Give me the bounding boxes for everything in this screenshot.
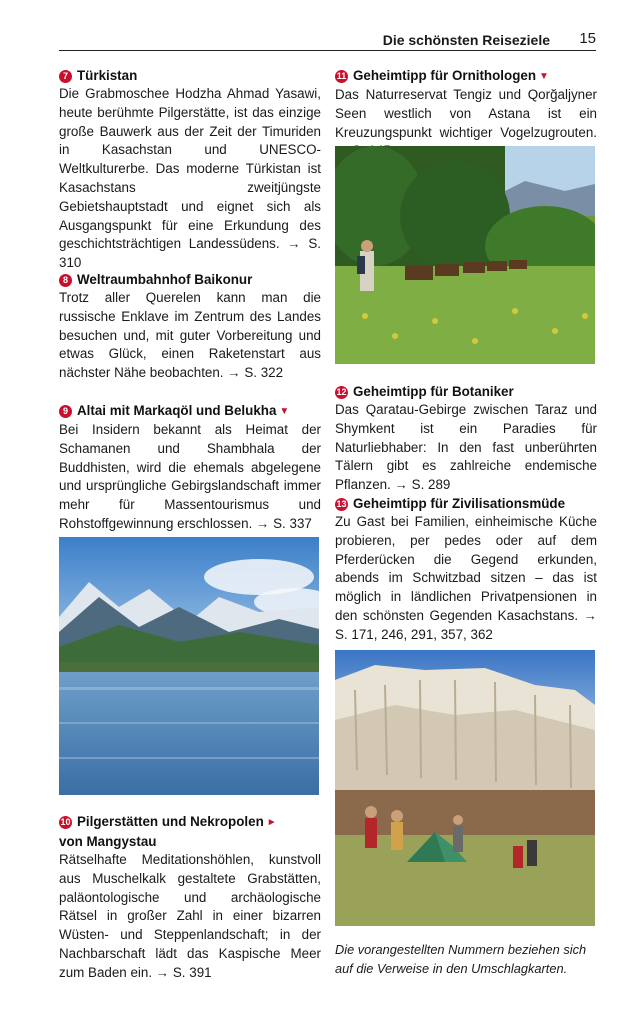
entry-10-title: Pilgerstätten und Nekropolen (77, 814, 264, 829)
entry-7 (59, 66, 321, 273)
entry-12-title: Geheimtipp für Botaniker (353, 384, 514, 399)
photo-cliffs-camp (335, 650, 595, 926)
entry-12-heading (335, 382, 597, 401)
entry-13-heading (335, 494, 597, 513)
entry-13-title: Geheimtipp für Zivilisationsmüde (353, 496, 566, 511)
running-header (59, 28, 596, 51)
page-number: 15 (579, 30, 596, 47)
photo-altai-lake (59, 537, 319, 795)
entry-9-body: Bei Insidern bekannt als Heimat der Schamanen und Shambhala der Buddhisten, wird die ehemals abgelegene und ursprüngliche Gebirgslandschaft immer mehr für Massentourismus und Rohstoffgewinnung erschlossen. → S. 337 (59, 422, 321, 531)
entry-11-heading (335, 66, 597, 86)
entry-7-title: Türkistan (77, 68, 138, 83)
entry-7-heading (59, 66, 321, 85)
number-badge: 7 (59, 70, 72, 83)
number-badge: 12 (336, 387, 347, 397)
section-title: Die schönsten Reiseziele (382, 32, 550, 48)
number-badge: 11 (336, 71, 347, 81)
entry-9-heading (59, 401, 321, 421)
entry-12 (335, 382, 597, 495)
entry-7-body: Die Grabmoschee Hodzha Ahmad Yasawi, heute berühmte Pilgerstätte, ist das einzige große Bauwerk aus der Zeit der Timuriden in Kasachstan und UNESCO-Weltkulturerbe. Das moderne Türkistan ist Kasachstans zweitjüngste Gebietshauptstadt und eignet sich als Ausgangspunkt für eine Erkundung des geschichtsträchtigen Landessüdens. → S. 310 (59, 86, 321, 271)
map-marker-icon: ▼ (279, 406, 290, 417)
number-badge: 8 (59, 274, 72, 287)
number-badge: 10 (60, 817, 71, 827)
photo-horse-trek (335, 146, 595, 364)
entry-9-title: Altai mit Markaqöl und Belukha (77, 403, 277, 418)
entry-13 (335, 494, 597, 645)
caption: Die vorangestellten Nummern beziehen sich auf die Verweise in den Umschlagkarten. (335, 942, 587, 976)
entry-8-heading (59, 270, 321, 289)
entry-10-body: Rätselhafte Meditationshöhlen, kunstvoll aus Muschelkalk gestaltete Grabstätten, paläontologische und archäologische Rätsel in großer Zahl in einer bizarren Wüsten- und Steppenlandschaft; in der Nachbarschaft lädt das Kaspische Meer zum Baden ein. → S. 391 (59, 852, 321, 980)
entry-13-body: Zu Gast bei Familien, einheimische Küche probieren, per pedes oder auf dem Pferderücken die Gegend erkunden, abends im Schwitzbad sitzen – das ist möglich in ländlichen Privatpensionen in den schönsten Gegenden Kasachstans. → S. 171, 246, 291, 357, 362 (335, 514, 597, 642)
entry-9 (59, 401, 321, 534)
entry-12-body: Das Qaratau-Gebirge zwischen Taraz und Shymkent ist ein Paradies für Naturliebhaber: In den fast unberührten Tälern gibt es zahlreiche endemische Pflanzen. → S. 289 (335, 402, 597, 493)
entry-8-body: Trotz aller Querelen kann man die russische Enklave im Zentrum des Landes besuchen und, mit guter Vorbereitung und etwas Glück, einen Raketenstart aus nächster Nähe beobachten. → S. 322 (59, 290, 321, 381)
entry-8 (59, 270, 321, 383)
entry-11-title: Geheimtipp für Ornithologen (353, 68, 536, 83)
entry-10-heading (59, 812, 321, 832)
map-marker-icon: ► (266, 817, 277, 828)
number-badge: 9 (59, 405, 72, 418)
number-badge: 13 (336, 499, 347, 509)
entry-11-body: Das Naturreservat Tengiz und Qorğaljyner Seen westlich von Astana ist ein Kreuzungspunkt wichtiger Vogelzugrouten. (335, 87, 597, 140)
entry-10-title-line2: von Mangystau (59, 834, 157, 849)
entry-8-title: Weltraumbahnhof Baikonur (77, 272, 253, 287)
entry-10 (59, 812, 321, 983)
map-marker-icon: ▼ (539, 71, 549, 82)
